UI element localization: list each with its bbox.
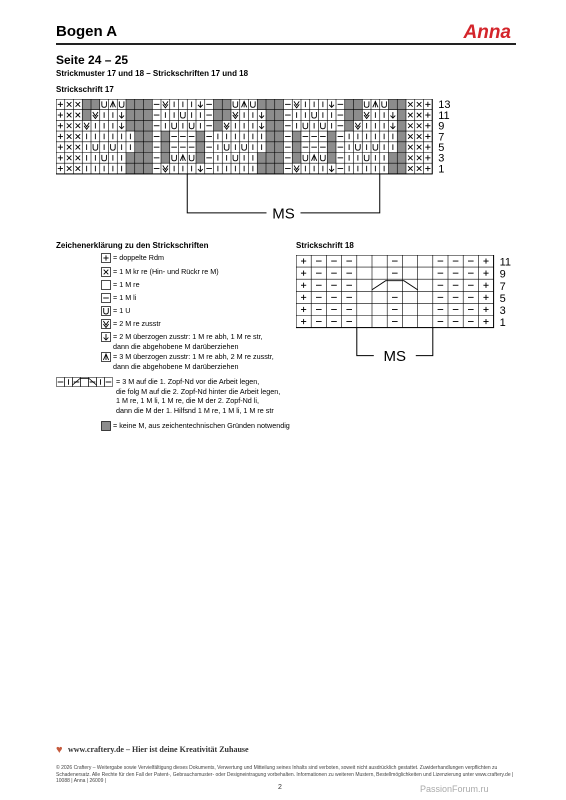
anna-logo — [445, 21, 513, 43]
gray-cell — [82, 99, 91, 110]
ssk-cell — [259, 123, 264, 129]
chart18-label: Strickschrift 18 — [296, 241, 354, 250]
cross-cell — [67, 145, 72, 150]
blank-icon — [101, 280, 111, 290]
gray-cell — [275, 120, 284, 131]
gray-cell — [266, 120, 275, 131]
yarn-over-cell — [373, 144, 378, 150]
cross-cell — [408, 134, 413, 139]
gray-cell — [82, 110, 91, 121]
plus-cell — [483, 283, 488, 288]
yarn-over-cell — [251, 101, 256, 107]
plus-cell — [58, 123, 63, 128]
plus-cell — [483, 319, 488, 324]
gray-cell — [196, 131, 205, 142]
cross-cell — [67, 113, 72, 118]
row-number: 7 — [438, 131, 445, 144]
cross-cell — [67, 123, 72, 128]
yarn-over-cell — [312, 112, 317, 118]
row-number: 11 — [438, 109, 450, 122]
cross-cell — [76, 145, 81, 150]
sk2p-cell — [110, 101, 115, 107]
gray-cell — [135, 142, 144, 153]
plus-cell — [58, 102, 63, 107]
ms-bracket — [187, 174, 380, 223]
gray-cell — [266, 153, 275, 164]
gray-cell — [144, 153, 153, 164]
k2tog-cell — [84, 123, 89, 130]
row-number: 1 — [438, 163, 445, 176]
gray-cell — [275, 110, 284, 121]
gray-cell — [144, 99, 153, 110]
gray-cell — [345, 110, 354, 121]
ms-label: MS — [272, 205, 295, 223]
gray-cell — [275, 131, 284, 142]
k2tog-cell — [233, 112, 238, 119]
cross-cell — [417, 145, 422, 150]
plus-cell — [425, 134, 430, 139]
k2tog-cell — [224, 123, 229, 130]
ssk-cell — [329, 166, 334, 172]
k2tog-cell — [163, 101, 168, 108]
heart-icon: ♥ — [56, 744, 63, 756]
row-number: 3 — [499, 305, 506, 317]
gray-cell — [275, 142, 284, 153]
plus-cell — [483, 307, 488, 312]
gray-cell — [397, 99, 406, 110]
plus-cell — [425, 123, 430, 128]
plus-cell — [425, 155, 430, 160]
row-number: 1 — [499, 317, 506, 330]
cross-cell — [76, 113, 81, 118]
yarn-over-cell — [102, 101, 107, 107]
gray-cell — [144, 120, 153, 131]
page-title: Bogen A — [56, 23, 118, 40]
yarn-over-cell — [364, 101, 369, 107]
legend-text: = 3 M auf die 1. Zopf-Nd vor die Arbeit legen, die folg M auf die 2. Zopf-Nd hinter die Arbeit legen, 1 M re, 1 M li, 1 M re, die M der 2. Zopf-Nd li, dann die M der 1. Hilfsnd 1 M re, 1 M li, 1 M re str — [116, 377, 281, 415]
plus-cell — [58, 134, 63, 139]
yarn-over-cell — [119, 101, 124, 107]
gray-cell — [266, 99, 275, 110]
gray-cell — [135, 120, 144, 131]
row-number: 5 — [499, 292, 506, 305]
plus-cell — [483, 271, 488, 276]
yarn-over-cell — [364, 155, 369, 161]
yarn-over-cell — [189, 123, 194, 129]
yarn-over-cell — [303, 123, 308, 129]
yarn-over-icon — [101, 306, 111, 316]
plus-cell — [58, 112, 63, 117]
ssk-cell — [259, 112, 264, 118]
gray-cell — [222, 110, 231, 121]
gray-cell — [144, 110, 153, 121]
cross-cell — [417, 123, 422, 128]
gray-cell — [161, 131, 170, 142]
plus-cell — [425, 102, 430, 107]
sk2p-cell — [180, 155, 185, 161]
plus-cell — [425, 112, 430, 117]
gray-cell — [275, 153, 284, 164]
dash-icon — [101, 293, 111, 303]
cross-cell — [67, 102, 72, 107]
cross-cell — [417, 113, 422, 118]
yarn-over-cell — [181, 112, 186, 118]
yarn-over-cell — [242, 144, 247, 150]
cross-cell — [417, 166, 422, 171]
cross-cell — [67, 134, 72, 139]
cross-cell — [408, 123, 413, 128]
cross-cell — [408, 102, 413, 107]
legend-text: = 1 M re — [113, 280, 140, 289]
legend-text: = 2 M überzogen zusstr: 1 M re abh, 1 M re str, dann die abgehobene M darüberziehen — [113, 332, 263, 351]
yarn-over-cell — [321, 155, 326, 161]
gray-cell — [222, 99, 231, 110]
chart-grid — [296, 255, 494, 328]
yarn-over-cell — [356, 144, 361, 150]
row-number: 13 — [438, 99, 451, 112]
chart17-label: Strickschrift 17 — [56, 85, 114, 94]
k2tog-cell — [93, 112, 98, 119]
gray-cell — [144, 131, 153, 142]
gray-cell — [144, 163, 153, 174]
cross-cell — [76, 102, 81, 107]
gray-cell — [292, 153, 301, 164]
gray-cell — [397, 131, 406, 142]
legend-text: = 3 M überzogen zusstr: 1 M re abh, 2 M re zusstr, dann die abgehobene M darüberziehen — [113, 352, 274, 371]
gray-cell — [354, 99, 363, 110]
section-subtitle: Strickmuster 17 und 18 – Strickschriften 17 und 18 — [56, 69, 249, 78]
row-number: 5 — [438, 142, 445, 154]
ssk-cell — [198, 101, 203, 107]
cross-cell — [417, 134, 422, 139]
cross-cell — [76, 156, 81, 161]
ssk-cell — [119, 112, 124, 118]
gray-cell — [126, 120, 135, 131]
footer-brand: www.craftery.de – Hier ist deine Kreativität Zuhause — [68, 745, 249, 754]
gray-cell — [196, 142, 205, 153]
ssk-cell — [390, 123, 395, 129]
gray-cell — [292, 131, 301, 142]
row-number: 7 — [499, 280, 506, 293]
row-number: 3 — [438, 152, 445, 165]
ssk-cell — [198, 166, 203, 172]
cross-cell — [67, 156, 72, 161]
gray-cell — [135, 163, 144, 174]
gray-square-icon — [101, 421, 111, 431]
sk2p-icon — [101, 352, 111, 362]
gray-cell — [214, 110, 223, 121]
gray-cell — [126, 153, 135, 164]
yarn-over-cell — [233, 101, 238, 107]
sk2p-cell — [242, 101, 247, 107]
plus-cell — [58, 155, 63, 160]
sk2p-cell — [312, 155, 317, 161]
gray-cell — [397, 120, 406, 131]
row-number: 9 — [499, 268, 506, 281]
gray-cell — [345, 99, 354, 110]
plus-icon — [101, 253, 111, 263]
gray-cell — [144, 142, 153, 153]
gray-cell — [91, 99, 100, 110]
legend-text: = 1 M kr re (Hin- und Rückr re M) — [113, 267, 219, 276]
gray-cell — [275, 163, 284, 174]
cross-cell — [67, 166, 72, 171]
gray-cell — [397, 142, 406, 153]
k2tog-cell — [355, 123, 360, 130]
row-number: 11 — [499, 256, 512, 269]
ssk-cell — [119, 123, 124, 129]
yarn-over-cell — [172, 155, 177, 161]
gray-cell — [266, 131, 275, 142]
plus-cell — [425, 166, 430, 171]
k2tog-cell — [294, 166, 299, 173]
gray-cell — [292, 142, 301, 153]
gray-cell — [135, 131, 144, 142]
yarn-over-cell — [321, 123, 326, 129]
sk2p-cell — [373, 101, 378, 107]
section-title: Seite 24 – 25 — [56, 53, 129, 67]
gray-cell — [389, 163, 398, 174]
yarn-over-cell — [233, 155, 238, 161]
cable-symbol — [372, 281, 418, 290]
gray-cell — [327, 142, 336, 153]
gray-cell — [196, 153, 205, 164]
k2tog-cell — [163, 166, 168, 173]
yarn-over-cell — [172, 123, 177, 129]
gray-cell — [327, 131, 336, 142]
gray-cell — [389, 99, 398, 110]
gray-cell — [126, 99, 135, 110]
page-number: 2 — [278, 784, 282, 791]
gray-cell — [126, 110, 135, 121]
cross-cell — [408, 113, 413, 118]
yarn-over-cell — [189, 155, 194, 161]
gray-cell — [266, 110, 275, 121]
logo-text: Anna — [463, 22, 511, 43]
gray-cell — [135, 110, 144, 121]
gray-cell — [135, 153, 144, 164]
gray-cell — [161, 142, 170, 153]
cross-cell — [408, 166, 413, 171]
plus-cell — [58, 166, 63, 171]
header-divider — [56, 43, 516, 45]
ssk-cell — [329, 101, 334, 107]
legend-title: Zeichenerklärung zu den Strickschriften — [56, 241, 209, 250]
plus-cell — [483, 258, 488, 263]
copyright-text: © 2026 Craftery – Weitergabe sowie Vervielfältigung dieses Dokuments, Verwertung und Mitteilung seines Inhalts sind verboten, soweit nicht ausdrücklich gestattet. Zuwiderhandlungen verpflichten zu Schadenersatz. Alle Rechte für den Fall der Patent-, Gebrauchsmuster- oder Designeintragung vorbehalten. Informationen zu weiteren Mustern, Bestellmöglichkeiten und Lizenzierung unter www.craftery.de | 10088 | Anna | 26009 | — [56, 765, 514, 784]
gray-cell — [266, 163, 275, 174]
gray-cell — [397, 163, 406, 174]
gray-cell — [345, 120, 354, 131]
cross-icon — [101, 267, 111, 277]
gray-cell — [135, 99, 144, 110]
ms-label: MS — [383, 348, 407, 366]
gray-cell — [257, 153, 266, 164]
yarn-over-cell — [303, 155, 308, 161]
yarn-over-cell — [382, 101, 387, 107]
plus-cell — [483, 295, 488, 300]
k2tog-cell — [364, 112, 369, 119]
gray-cell — [257, 163, 266, 174]
yarn-over-cell — [93, 144, 98, 150]
gray-cell — [397, 153, 406, 164]
ssk-icon — [101, 332, 111, 342]
gray-cell — [161, 153, 170, 164]
cross-cell — [417, 156, 422, 161]
gray-cell — [275, 99, 284, 110]
gray-cell — [327, 153, 336, 164]
cross-cell — [408, 156, 413, 161]
gray-cell — [389, 153, 398, 164]
legend-text: = doppelte Rdm — [113, 253, 164, 262]
yarn-over-cell — [224, 144, 229, 150]
legend-text: = 1 M li — [113, 293, 137, 302]
yarn-over-cell — [102, 155, 107, 161]
gray-cell — [257, 99, 266, 110]
k2tog-icon — [101, 319, 111, 329]
legend-text: = 1 U — [113, 306, 131, 315]
watermark: PassionForum.ru — [420, 784, 489, 794]
k2tog-cell — [294, 101, 299, 108]
cross-cell — [417, 102, 422, 107]
knitting-chart-17 — [56, 99, 456, 224]
ssk-cell — [390, 112, 395, 118]
yarn-over-cell — [111, 144, 116, 150]
cross-cell — [76, 123, 81, 128]
row-number: 9 — [438, 120, 445, 133]
gray-cell — [266, 142, 275, 153]
plus-cell — [58, 145, 63, 150]
plus-cell — [425, 145, 430, 150]
legend-text: = keine M, aus zeichentechnischen Gründen notwendig — [113, 421, 290, 430]
gray-cell — [126, 163, 135, 174]
cross-cell — [408, 145, 413, 150]
cross-cell — [76, 166, 81, 171]
gray-cell — [214, 120, 223, 131]
cable-icon — [56, 377, 113, 387]
gray-cell — [214, 99, 223, 110]
gray-cell — [354, 110, 363, 121]
cross-cell — [76, 134, 81, 139]
gray-cell — [397, 110, 406, 121]
legend-text: = 2 M re zusstr — [113, 319, 161, 328]
